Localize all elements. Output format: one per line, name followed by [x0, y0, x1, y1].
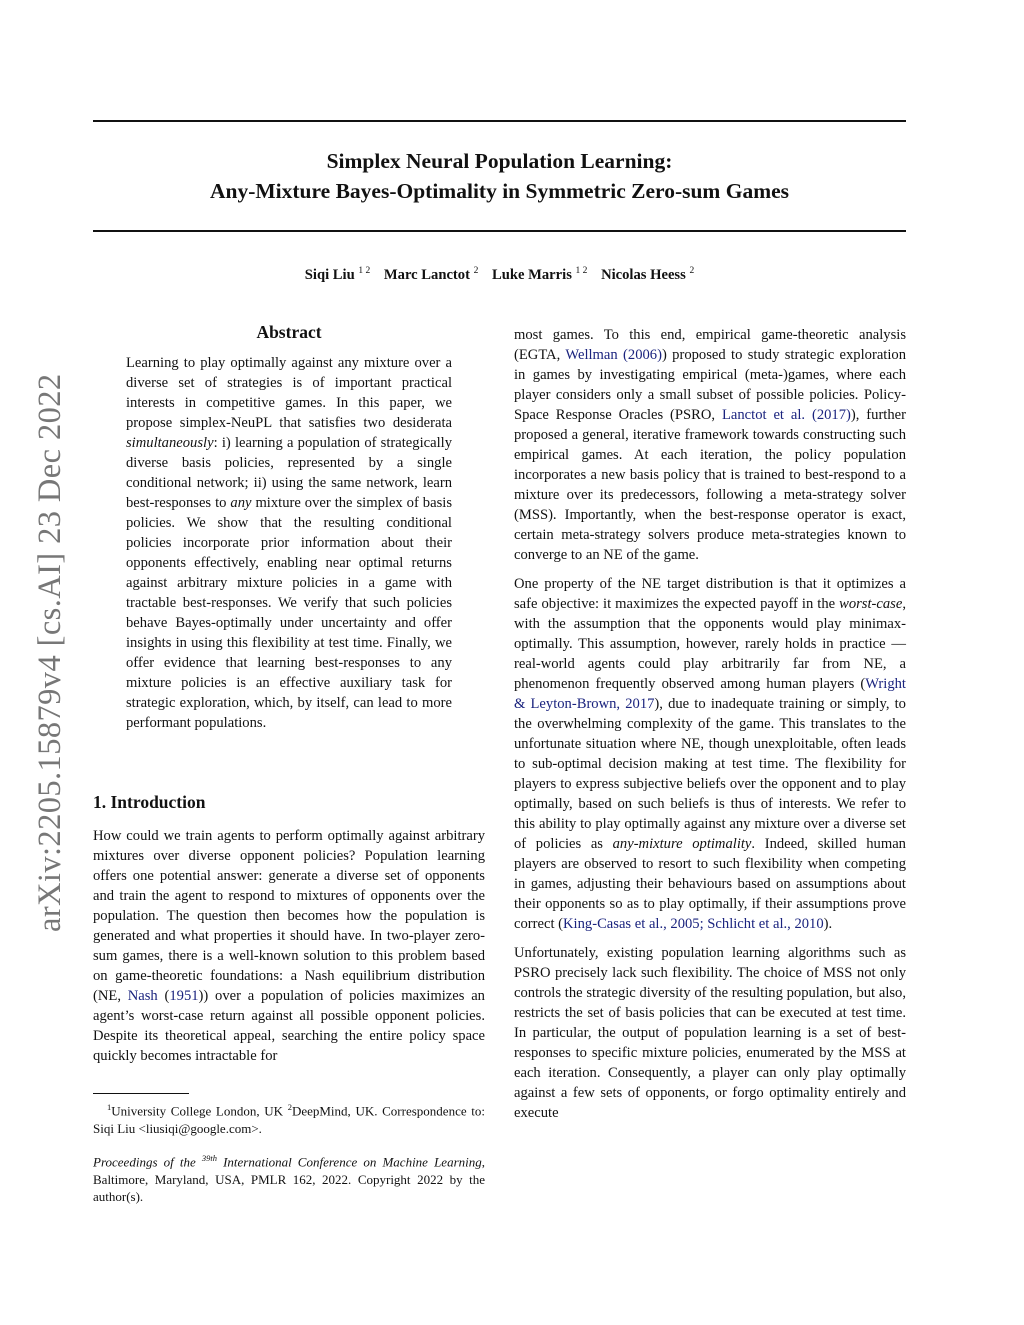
paragraph: Unfortunately, existing population learning algorithms such as PSRO precisely lack such flexibility. The choice of MSS not only controls the strategic diversity of the resulting population, but also, restricts the set of basis policies that can be executed at test time. In particular, the output of population learning is a set of best-responses to specific mixture policies, enumerated by the MSS at each iteration. Consequently, a player can only play optimally against a few sets of opponents, or forgo optimality entirely and execute [514, 945, 906, 1121]
title-line-2: Any-Mixture Bayes-Optimality in Symmetric Zero-sum Games [209, 179, 790, 203]
title-bottom-rule [93, 230, 906, 232]
author-list [93, 266, 906, 284]
proceedings-note: Proceedings of the $^{39th}$ International Conference on Machine Learning, Baltimore, Maryland, USA, PMLR 162, 2022. Copyright 2022 by the author(s). [93, 1153, 485, 1205]
citation-link[interactable]: Wright & Leyton-Brown, 2017 [514, 676, 906, 712]
citation-link[interactable]: Nash [127, 988, 158, 1004]
paper-title [93, 146, 906, 206]
arxiv-stamp: arXiv:2205.15879v4 [cs.AI] 23 Dec 2022 [32, 373, 68, 932]
author: Siqi Liu $^{1 2}$ [304, 266, 371, 283]
author: Marc Lanctot $^2$ [383, 266, 479, 283]
citation-link[interactable]: Wellman (2006) [565, 347, 662, 363]
footnote-rule [93, 1093, 189, 1094]
citation-link[interactable]: 1951 [169, 988, 199, 1004]
intro-paragraph: How could we train agents to perform optimally against arbitrary mixtures over diverse opponent policies? Population learning offers one potential answer: generate a diverse set of opponents and train the agent to respond to mixtures of opponents over the population. The question then becomes how the population is generated and what properties it should have. In two-player zero-sum games, there is a well-known solution to this problem based on game-theoretic foundations: a Nash equilibrium distribution (NE, Nash (1951)) over a population of policies maximizes an agent’s worst-case return against all possible opponent policies. Despite its theoretical appeal, searching the entire policy space quickly becomes intractable for [93, 828, 485, 1064]
author: Luke Marris $^{1 2}$ [492, 266, 588, 283]
title-line-1: Simplex Neural Population Learning: [326, 149, 673, 173]
citation-link[interactable]: King-Casas et al., 2005; Schlicht et al., 2010 [563, 916, 824, 932]
citation-link[interactable]: Lanctot et al. (2017) [721, 407, 851, 423]
author: Nicolas Heess $^2$ [601, 266, 695, 283]
abstract-text: Learning to play optimally against any mixture over a diverse set of strategies is of important practical interests in competitive games. In this paper, we propose simplex-NeuPL that satisfies two desiderata simultaneously: i) learning a population of strategically diverse basis policies, represented by a single conditional network; ii) using the same network, learn best-responses to any mixture over the simplex of basis policies. We show that the resulting conditional policies incorporate prior information about their opponents effectively, enabling near optimal returns against arbitrary mixture policies in a game with tractable best-responses. We verify that such policies behave Bayes-optimally under uncertainty and offer insights in using this flexibility at test time. Finally, we offer evidence that learning best-responses to any mixture policies is an effective auxiliary task for strategic exploration, which, by itself, can lead to more performant populations. [126, 355, 452, 731]
paragraph: One property of the NE target distribution is that it optimizes a safe objective: it maximizes the expected payoff in the worst-case, with the assumption that the opponents would play minimax-optimally. This assumption, however, rarely holds in practice — real-world agents could play arbitrarily far from NE, a phenomenon frequently observed among human players (Wright & Leyton-Brown, 2017), due to inadequate training or simply, to the overwhelming complexity of the game. This translates to the unfortunate situation where NE, though unexploitable, often leads to sub-optimal decision making at test time. The flexibility for players to express subjective beliefs over the opponent and to play optimally, based on such beliefs is thus of interests. We refer to this ability to play optimally against any mixture over a diverse set of policies as any-mixture optimality. Indeed, skilled human players are observed to resort to such flexibility when competing in games, adjusting their behaviours based on assumptions about their opponents so as to play optimally, if their assumptions prove correct (King-Casas et al., 2005; Schlicht et al., 2010). [514, 576, 906, 932]
affiliation-footnote: $^1$University College London, UK $^2$DeepMind, UK. Correspondence to: Siqi Liu <liusiqi@google.com>. [93, 1102, 485, 1136]
paragraph: most games. To this end, empirical game-theoretic analysis (EGTA, Wellman (2006)) proposed to study strategic exploration in games by investigating empirical (meta-)games, where each player considers only a small subset of possible policies. Policy-Space Response Oracles (PSRO, Lanctot et al. (2017)), further proposed a general, iterative framework towards constructing such empirical games. At each iteration, the policy population incorporates a new basis policy that is trained to best-respond to a mixture over its predecessors, following a meta-strategy solver (MSS). Importantly, when the best-response operator is exact, certain meta-strategy solvers produce meta-strategies known to converge to an NE of the game. [514, 327, 906, 563]
intro-heading: 1. Introduction [93, 792, 206, 812]
abstract-heading: Abstract [256, 322, 322, 342]
right-column [514, 325, 906, 1123]
top-rule [93, 120, 906, 122]
